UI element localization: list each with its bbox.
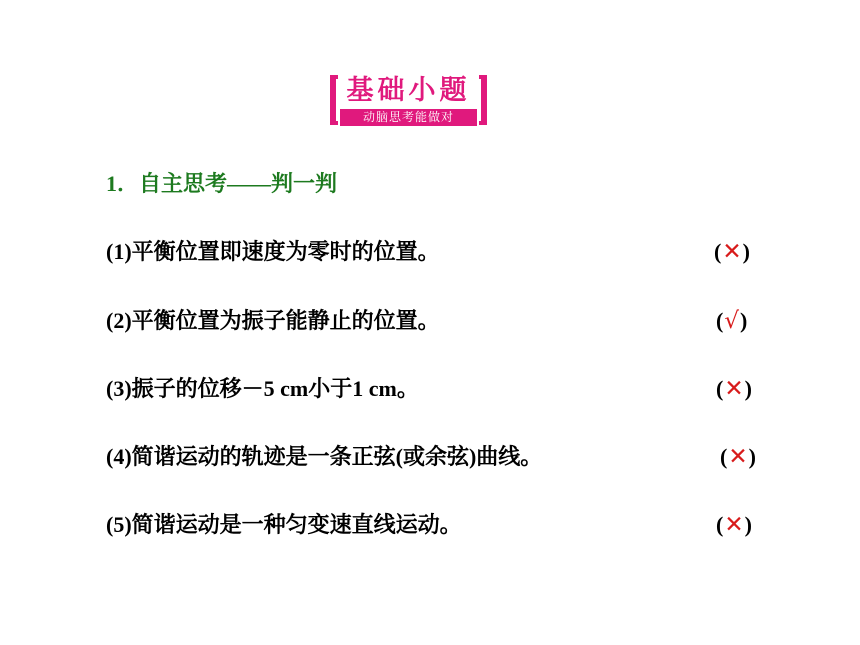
item-question: (3)振子的位移－5 cm小于1 cm。 [106, 376, 419, 401]
item-question: (5)简谐运动是一种匀变速直线运动。 [106, 512, 462, 537]
answer-open-paren: ( [716, 308, 724, 333]
section-banner [327, 72, 490, 129]
judgement-item-2 [106, 304, 770, 338]
item-question: (4)简谐运动的轨迹是一条正弦(或余弦)曲线。 [106, 444, 543, 469]
cross-icon: ✕ [724, 376, 744, 402]
banner-subtitle: 动脑思考能做对 [340, 109, 477, 126]
judgement-item-5 [106, 508, 770, 542]
answer-open-paren: ( [714, 239, 722, 264]
answer-close-paren: ) [744, 376, 752, 401]
answer-close-paren: ) [742, 239, 750, 264]
check-icon: √ [724, 308, 739, 334]
answer-close-paren: ) [748, 444, 756, 469]
item-answer [714, 235, 750, 269]
answer-open-paren: ( [716, 512, 724, 537]
answer-close-paren: ) [739, 308, 748, 333]
item-question: (1)平衡位置即速度为零时的位置。 [106, 239, 440, 264]
judgement-item-1 [106, 235, 770, 269]
banner-left-bracket [330, 75, 336, 125]
section-heading: 1．自主思考——判一判 [106, 171, 338, 196]
judgement-item-3 [106, 372, 770, 406]
answer-open-paren: ( [720, 444, 728, 469]
cross-icon: ✕ [722, 239, 742, 265]
banner-title: 基础小题 [346, 75, 471, 106]
banner-right-bracket [481, 75, 487, 125]
item-answer [716, 508, 752, 542]
answer-open-paren: ( [716, 376, 724, 401]
item-question: (2)平衡位置为振子能静止的位置。 [106, 308, 440, 333]
cross-icon: ✕ [724, 512, 744, 538]
item-answer [720, 440, 756, 474]
cross-icon: ✕ [728, 444, 748, 470]
judgement-item-4 [106, 440, 770, 474]
answer-close-paren: ) [744, 512, 752, 537]
item-answer [716, 304, 747, 338]
item-answer [716, 372, 752, 406]
